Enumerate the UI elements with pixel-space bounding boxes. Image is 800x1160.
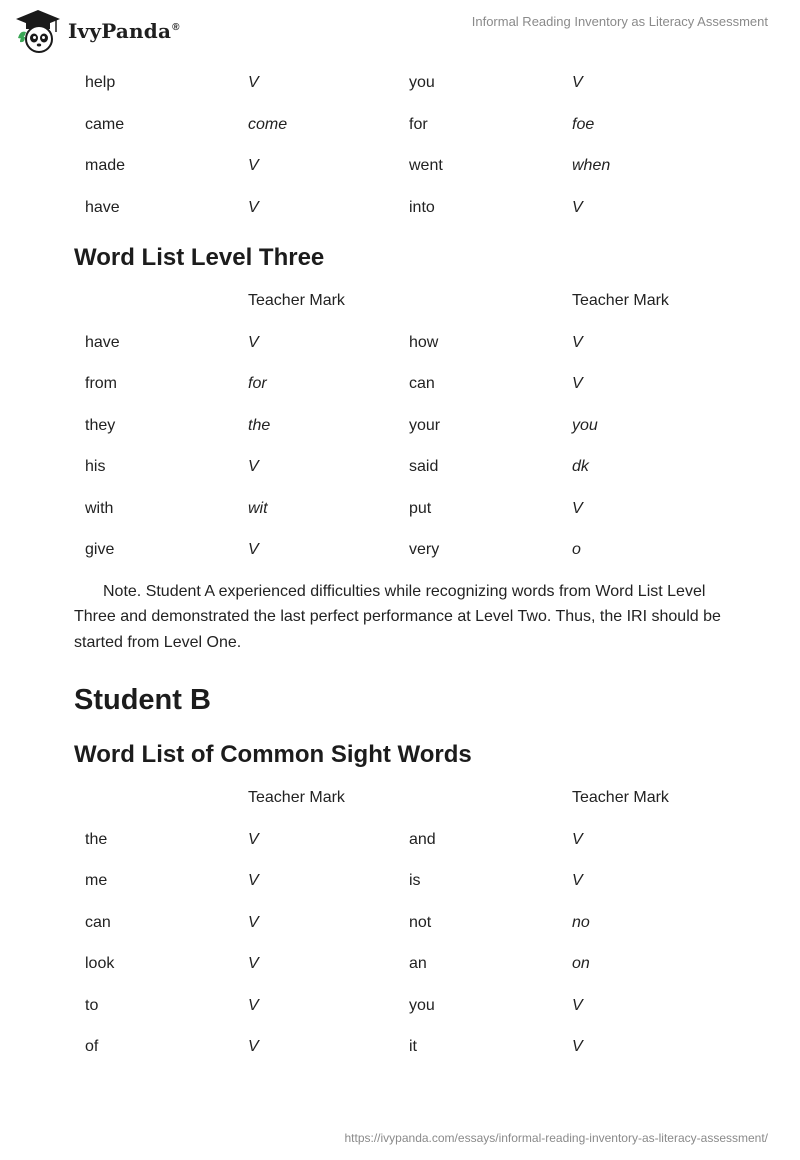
document-body [74,62,734,1068]
table-row [74,819,734,861]
teacher-mark-cell: foe [572,115,595,133]
word-cell: came [85,115,125,133]
word-cell: have [85,333,120,351]
teacher-mark-cell: you [572,416,598,434]
word-cell: you [409,74,435,91]
table-row [74,902,734,944]
word-cell: very [409,541,440,558]
table-header-row [74,777,734,819]
column-header: Teacher Mark [248,789,345,806]
word-cell: his [85,458,106,475]
teacher-mark-cell: V [248,1038,259,1055]
table-row [74,446,734,488]
teacher-mark-cell: V [572,198,583,216]
word-cell: of [85,1038,99,1055]
teacher-mark-cell: V [248,830,259,848]
table-row [74,62,734,104]
word-cell: the [85,830,108,848]
teacher-mark-cell: V [248,74,259,91]
teacher-mark-cell: on [572,955,590,972]
word-cell: with [85,499,114,517]
teacher-mark-cell: V [572,1038,583,1055]
word-cell: can [409,375,435,392]
word-table-level-three [74,280,734,571]
table-row [74,145,734,187]
table-row [74,363,734,405]
table-row [74,1026,734,1068]
word-cell: and [409,830,436,848]
word-cell: for [409,115,428,133]
word-cell: said [409,458,439,475]
word-cell: is [409,872,421,889]
word-cell: how [409,333,439,351]
word-table-sight-words [74,777,734,1068]
sight-words-heading: Word List of Common Sight Words [74,741,472,768]
teacher-mark-cell: V [248,541,259,558]
table-row [74,943,734,985]
word-cell: into [409,198,435,216]
column-header: Teacher Mark [248,292,345,309]
word-cell: it [409,1038,417,1055]
teacher-mark-cell: for [248,375,267,392]
table-row [74,860,734,902]
word-cell: from [85,375,117,392]
teacher-mark-cell: V [572,375,583,392]
word-cell: an [409,955,427,972]
table-header-row [74,280,734,322]
panda-graduation-cap-icon [14,8,62,54]
word-cell: your [409,416,441,434]
level-three-heading: Word List Level Three [74,244,325,271]
source-url-link[interactable]: https://ivypanda.com/essays/informal-reading-inventory-as-literacy-assessment/ [344,1131,768,1145]
word-cell: went [409,157,443,174]
word-cell: they [85,416,116,434]
column-header: Teacher Mark [572,292,669,309]
teacher-mark-cell: V [572,830,583,848]
teacher-mark-cell: V [248,955,259,972]
column-header: Teacher Mark [572,789,669,806]
teacher-mark-cell: when [572,157,611,174]
word-cell: put [409,499,432,517]
teacher-mark-cell: no [572,913,590,931]
table-row [74,187,734,229]
word-cell: to [85,996,99,1014]
teacher-mark-cell: V [572,333,583,351]
word-cell: you [409,996,435,1014]
table-row [74,488,734,530]
teacher-mark-cell: V [248,872,259,889]
teacher-mark-cell: dk [572,458,589,475]
teacher-mark-cell: V [248,996,259,1014]
teacher-mark-cell: V [248,198,259,216]
teacher-mark-cell: V [572,996,583,1014]
word-cell: made [85,157,126,174]
table-row [74,104,734,146]
note-paragraph: Note. Student A experienced difficulties while recognizing words from Word List Level Three and demonstrated the last perfect performance at Level Two. Thus, the IRI should be started from Level One. [74,582,721,651]
word-cell: help [85,74,116,91]
table-row [74,322,734,364]
teacher-mark-cell: V [248,458,259,475]
document-title: Informal Reading Inventory as Literacy Assessment [471,14,768,29]
ivypanda-logo[interactable] [14,8,180,54]
teacher-mark-cell: V [248,157,259,174]
teacher-mark-cell: wit [248,499,268,517]
word-cell: give [85,541,115,558]
teacher-mark-cell: V [572,499,583,517]
teacher-mark-cell: V [572,74,583,91]
teacher-mark-cell: the [248,416,271,434]
word-cell: me [85,872,108,889]
student-b-heading: Student B [74,684,211,716]
teacher-mark-cell: V [248,913,259,931]
word-cell: not [409,913,432,931]
table-row [74,405,734,447]
table-row [74,985,734,1027]
word-cell: have [85,198,120,216]
teacher-mark-cell: come [248,115,288,133]
teacher-mark-cell: o [572,541,581,558]
teacher-mark-cell: V [572,872,583,889]
table-row [74,529,734,571]
teacher-mark-cell: V [248,333,259,351]
word-table-continued [74,62,734,228]
word-cell: can [85,913,111,931]
logo-text: IvyPanda® [68,19,180,43]
word-cell: look [85,955,115,972]
page-header [0,0,800,60]
